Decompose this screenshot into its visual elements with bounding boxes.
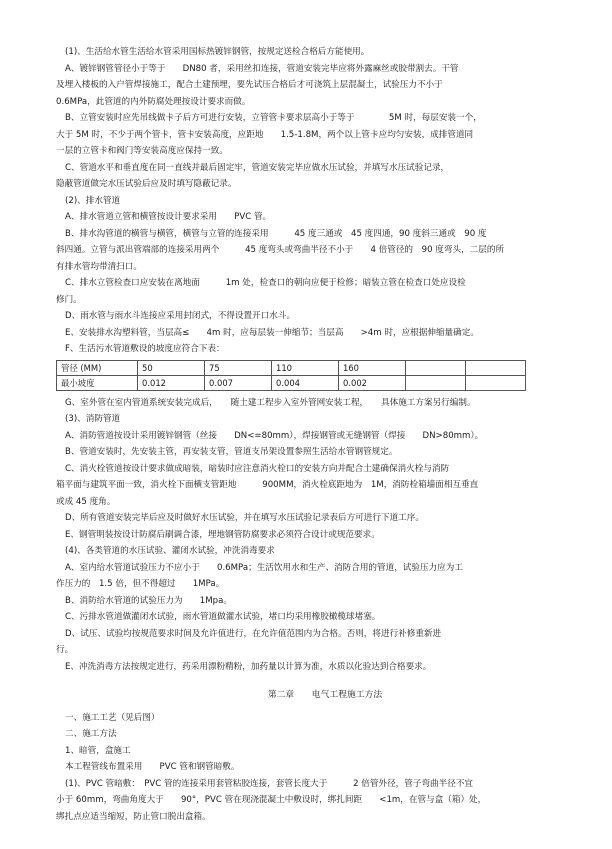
table-cell: 50 [138, 360, 205, 375]
paragraph-line: E、安装排水沟塑料管，当层高≤ 4m 时，应每层装一伸缩节；当层高 >4m 时，应根据伸缩量确定。 [65, 327, 479, 338]
document-body [56, 44, 564, 825]
paragraph-line: 斜四通。立管与派出管端部的连接采用两个 45 度弯头或弯曲半径不小于 4 倍管径的 90 度弯头，二层的所 [56, 245, 505, 255]
paragraph-line: 绑扎点应适当缩短，防止管口脱出盒箱。 [56, 811, 211, 822]
paragraph-line: D、所有管道安装完毕后应及时做好水压试验，并在填写水压试验记录表后方可进行下道工序。 [65, 513, 424, 523]
paragraph-line: B、排水沟管道的横管与横管，横管与立管的连接采用 45 度三通或 45 度四通，90 度斜三通或 90 度 [65, 228, 487, 239]
paragraph-line: 及埋入楼板的入户管焊接施工，配合土建预埋，要先试压合格后才可浇筑上层混凝土，试验压力不小于 [56, 80, 443, 90]
paragraph-line: 或成 45 度角。 [56, 496, 116, 507]
table-cell-empty [406, 360, 466, 375]
paragraph-line: C、污排水管道做灌闭水试验，雨水管道做灌水试验，堵口均采用橡胶橄榄球堵塞。 [65, 612, 381, 622]
paragraph-line: E、冲洗消毒方法按规定进行，药采用漂粉精粉，加药量以计算为准，水质以化验达到合格要求。 [65, 661, 432, 672]
table-cell: 0.004 [272, 375, 339, 390]
paragraph-line: C、消火栓管道按设计要求做成暗装，暗装时应注意消火栓口的安装方向并配合土建确保消火栓与消防 [65, 463, 450, 474]
table-cell-empty [466, 360, 526, 375]
table-row [57, 360, 526, 375]
paragraph-line: B、管道安装时，先安装主管，再安装支管，管道支吊架设置参照生活给水管钢管规定。 [65, 447, 398, 457]
paragraph-line: F、生活污水管道敷设的坡度应符合下表： [65, 344, 225, 354]
paragraph-line: 0.6MPa，此管道的内外防腐处理按设计要求而做。 [56, 96, 251, 107]
paragraph-line: 隐蔽管道做完水压试验后应及时填写隐蔽记录。 [56, 179, 237, 189]
paragraph-line: A、室内给水管道试验压力不应小于 0.6MPa；生活饮用水和生产、消防合用的管道，试验压力应为工 [65, 562, 463, 573]
paragraph-line: 修门。 [56, 294, 82, 305]
table-row [57, 375, 526, 390]
table-cell-empty [406, 375, 466, 390]
table-cell-empty [466, 375, 526, 390]
paragraph-line: A、排水管道立管和横管按设计要求采用 PVC 管。 [65, 212, 272, 222]
slope-table [56, 360, 526, 391]
paragraph-line: 一层的立管卡和阀门等安装高度应保持一致。 [56, 146, 228, 156]
paragraph-line: A、镀锌钢管管径小于等于 DN80 者，采用丝扣连接，管道安装完毕应将外露麻丝或胶带割去。干管 [65, 63, 459, 74]
paragraph-line: 行。 [56, 645, 74, 655]
paragraph-line: D、试压、试验均按规范要求时间及允许值进行，在允许值范围内为合格。否则，将进行补修重新进 [65, 628, 442, 639]
section-heading: (2)、排水管道 [65, 195, 121, 206]
table-cell: 0.007 [205, 375, 272, 390]
paragraph-line: 作压力的 1.5 倍，但不得超过 1MPa。 [56, 579, 225, 589]
paragraph-line: G、室外管在室内管道系统安装完成后， 随土建工程步入室外管网安装工程， 具体施工方案另行编制。 [65, 397, 476, 408]
paragraph-line: (1)、生活给水管生活给水管采用国标热镀锌钢管，按规定送检合格后方能使用。 [65, 47, 370, 57]
paragraph-line: 小于 60mm，弯曲角度大于 90°，PVC 管在现浇混凝土中敷设时，绑扎间距 <1m，在管与盒（箱）处， [56, 795, 487, 805]
paragraph-line: A、消防管道按设计采用镀锌钢管（丝接 DN<=80mm），焊接钢管或无缝钢管（焊接 DN>80mm）。 [65, 430, 484, 441]
paragraph-line: D、雨水管与雨水斗连接应采用封闭式，不得设置开口水斗。 [65, 311, 296, 321]
paragraph-line: (1)、PVC 管暗敷： PVC 管的连接采用套管粘胶连接，套管长度大于 2 倍管外径，管子弯曲半径不宜 [65, 778, 474, 789]
paragraph-line: 有排水管均带清扫口。 [56, 261, 142, 272]
section-heading: 二、施工方法 [65, 729, 117, 739]
section-heading: (3)、消防管道 [65, 414, 121, 424]
table-cell: 0.012 [138, 375, 205, 390]
table-cell: 0.002 [339, 375, 406, 390]
paragraph-line: 大于 5M 时，不少于两个管卡，管卡安装高度，应距地 1.5-1.8M，两个以上管卡应均匀安装，成排管道同 [56, 129, 474, 140]
chapter-title: 第二章 电气工程施工方法 [267, 690, 383, 700]
paragraph-line: C、排水立管检查口应安装在离地面 1m 处，检查口的朝向应便于检修；暗装立管在检查口处应设检 [65, 278, 466, 288]
section-heading: 1、暗管，盒施工 [65, 745, 131, 756]
table-header-cell: 最小坡度 [57, 375, 138, 390]
section-heading: (4)、各类管道的水压试验、灌闭水试验，冲洗消毒要求 [65, 546, 275, 556]
paragraph-line: 箱平面与建筑平面一致，消火栓下面横支管距地 900MM，消火栓底距地为 1M，消防栓箱墙面相互垂直 [56, 480, 479, 490]
paragraph-line: 本工程管线布置采用 PVC 管和钢管暗敷。 [65, 762, 240, 772]
paragraph-line: B、立管安装时应先吊线做卡子后方可进行安装，立管管卡要求层高小于等于 5M 时，每层安装一个， [65, 113, 482, 123]
paragraph-line: C、管道水平和垂直度在同一直线并最后固定牢，管道安装完毕应做水压试验，并填写水压试验记录， [65, 162, 450, 173]
table-cell: 110 [272, 360, 339, 375]
table-header-cell: 管径 (MM) [57, 360, 138, 375]
table-cell: 75 [205, 360, 272, 375]
section-heading: 一、施工工艺（见后图） [65, 712, 160, 723]
table-cell: 160 [339, 360, 406, 375]
paragraph-line: E、钢管明装按设计防腐后刷调合漆，埋地钢管防腐要求必须符合设计或规范要求。 [65, 529, 380, 540]
paragraph-line: B、消防给水管道的试验压力为 1Mpa。 [65, 595, 232, 606]
